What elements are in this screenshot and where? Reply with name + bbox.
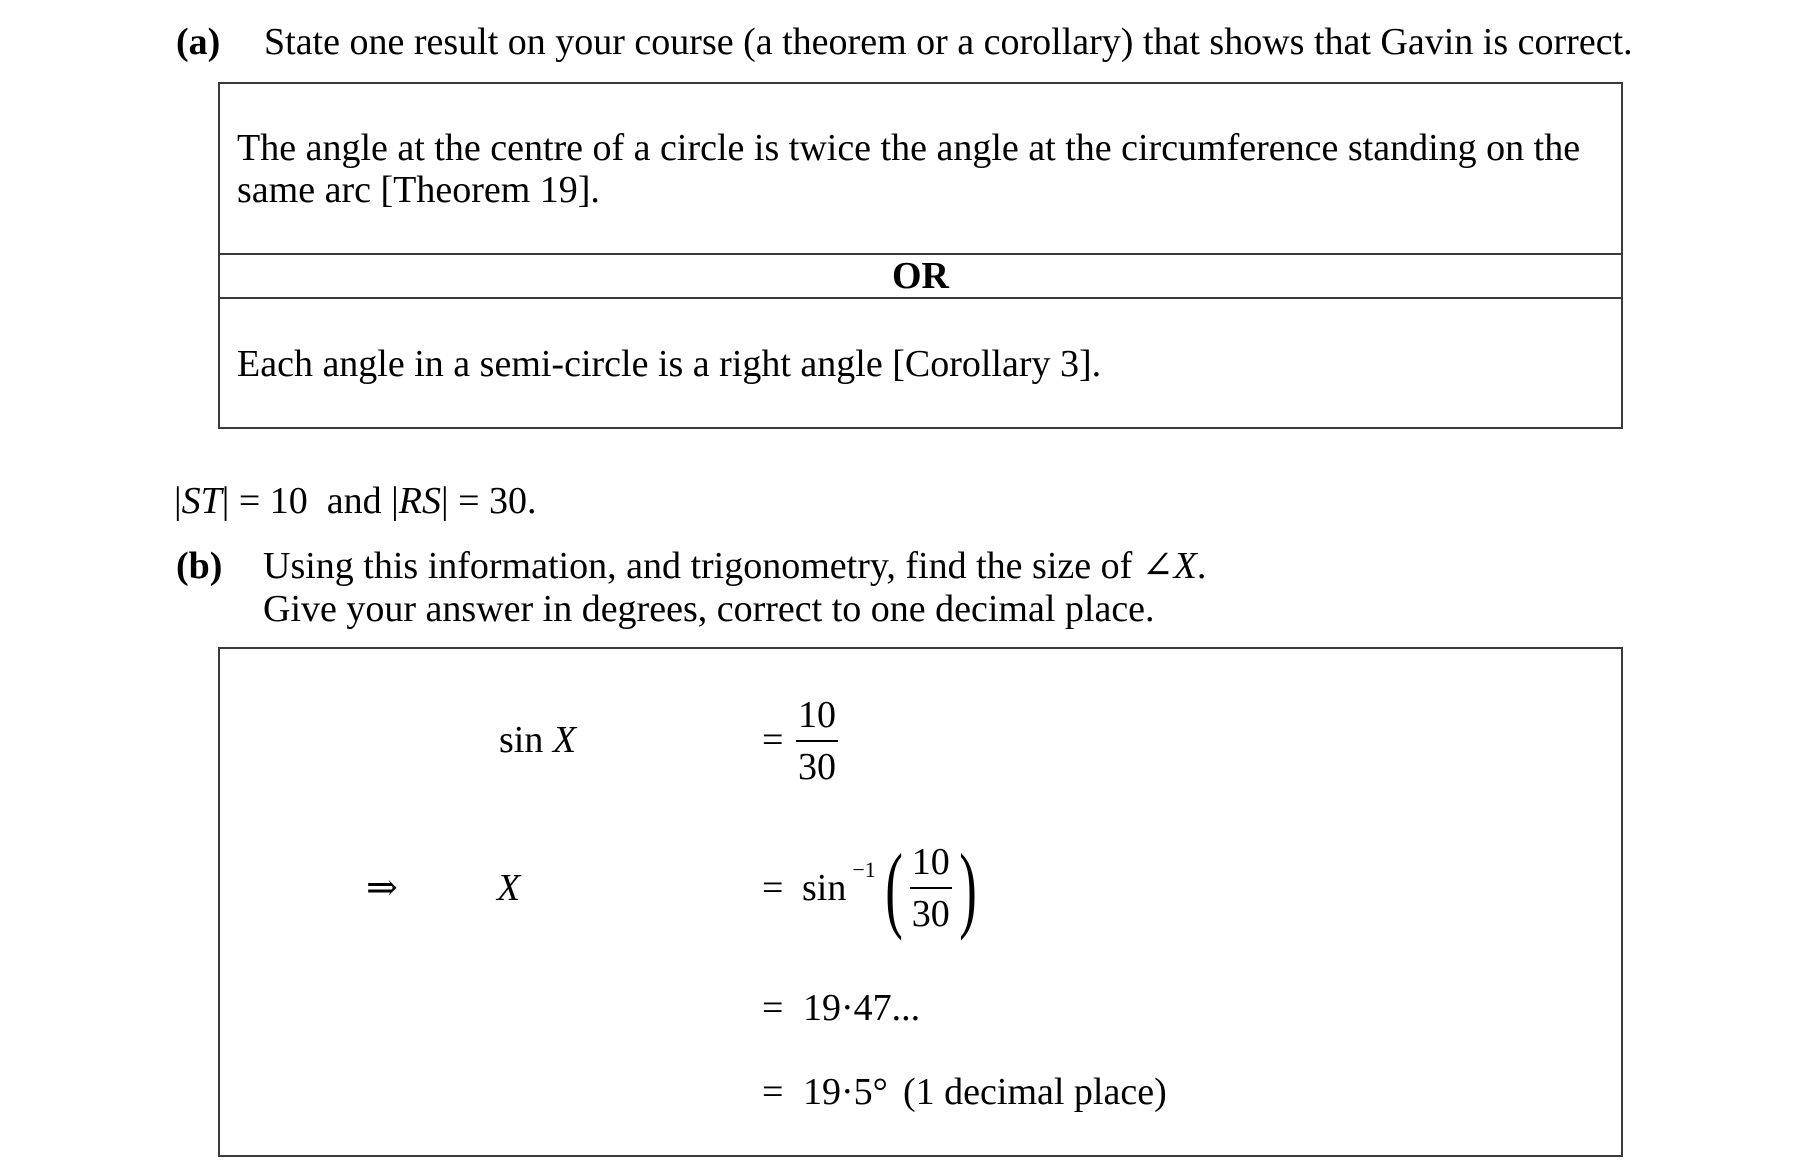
sin-function: sin bbox=[499, 719, 553, 761]
open-paren: ( bbox=[884, 834, 903, 941]
part-a-label: (a) bbox=[176, 21, 221, 63]
segment-st: ST bbox=[181, 480, 222, 522]
fraction-bar bbox=[796, 740, 838, 742]
or-separator: OR bbox=[892, 255, 949, 297]
segment-rs: RS bbox=[398, 480, 441, 522]
given-eq-1: = 10 and bbox=[229, 480, 392, 522]
denominator: 30 bbox=[798, 746, 836, 788]
row2-equals: = bbox=[762, 867, 784, 909]
row1-fraction bbox=[796, 693, 838, 789]
theorem-line-2: same arc [Theorem 19]. bbox=[237, 169, 600, 211]
given-lengths bbox=[174, 479, 537, 523]
variable-x: X bbox=[552, 719, 577, 761]
numerator: 10 bbox=[911, 841, 950, 883]
fraction-bar bbox=[910, 887, 952, 889]
numerator: 10 bbox=[798, 694, 836, 736]
part-a-question: State one result on your course (a theorem or a corollary) that shows that Gavin is correct. bbox=[264, 21, 1633, 63]
angle-symbol: ∠ bbox=[1141, 545, 1174, 587]
angle-variable: X bbox=[1173, 545, 1197, 587]
corollary-text: Each angle in a semi-circle is a right angle [Corollary 3]. bbox=[237, 343, 1102, 385]
question-period: . bbox=[1196, 545, 1207, 587]
part-b-label: (b) bbox=[176, 545, 223, 587]
implies-arrow: ⇒ bbox=[366, 867, 398, 909]
theorem-line-1: The angle at the centre of a circle is twice the angle at the circumference standing on the bbox=[237, 127, 1581, 169]
part-b-question-line-2: Give your answer in degrees, correct to one decimal place. bbox=[263, 588, 1155, 630]
abs-bar: | bbox=[391, 480, 399, 522]
inverse-superscript: −1 bbox=[852, 857, 876, 882]
row3-equals: = bbox=[762, 987, 784, 1029]
abs-bar: | bbox=[221, 480, 230, 522]
abs-bar: | bbox=[174, 480, 182, 522]
given-eq-2: = 30. bbox=[448, 480, 537, 522]
row1-equals: = bbox=[762, 719, 784, 761]
row3-value: 19·47... bbox=[803, 987, 921, 1029]
row2-lhs-variable: X bbox=[497, 867, 521, 909]
sin-function: sin bbox=[802, 867, 847, 909]
row4-note: (1 decimal place) bbox=[903, 1071, 1167, 1113]
abs-bar: | bbox=[440, 480, 449, 522]
row1-lhs bbox=[499, 718, 576, 762]
part-b-question-line-1 bbox=[263, 544, 1206, 588]
row4-equals: = bbox=[762, 1071, 784, 1113]
row4-value: 19·5° bbox=[803, 1071, 888, 1113]
denominator: 30 bbox=[911, 893, 950, 935]
close-paren: ) bbox=[958, 834, 977, 941]
question-text: Using this information, and trigonometry, find the size of bbox=[263, 545, 1142, 587]
row2-inverse-sin bbox=[802, 835, 984, 941]
